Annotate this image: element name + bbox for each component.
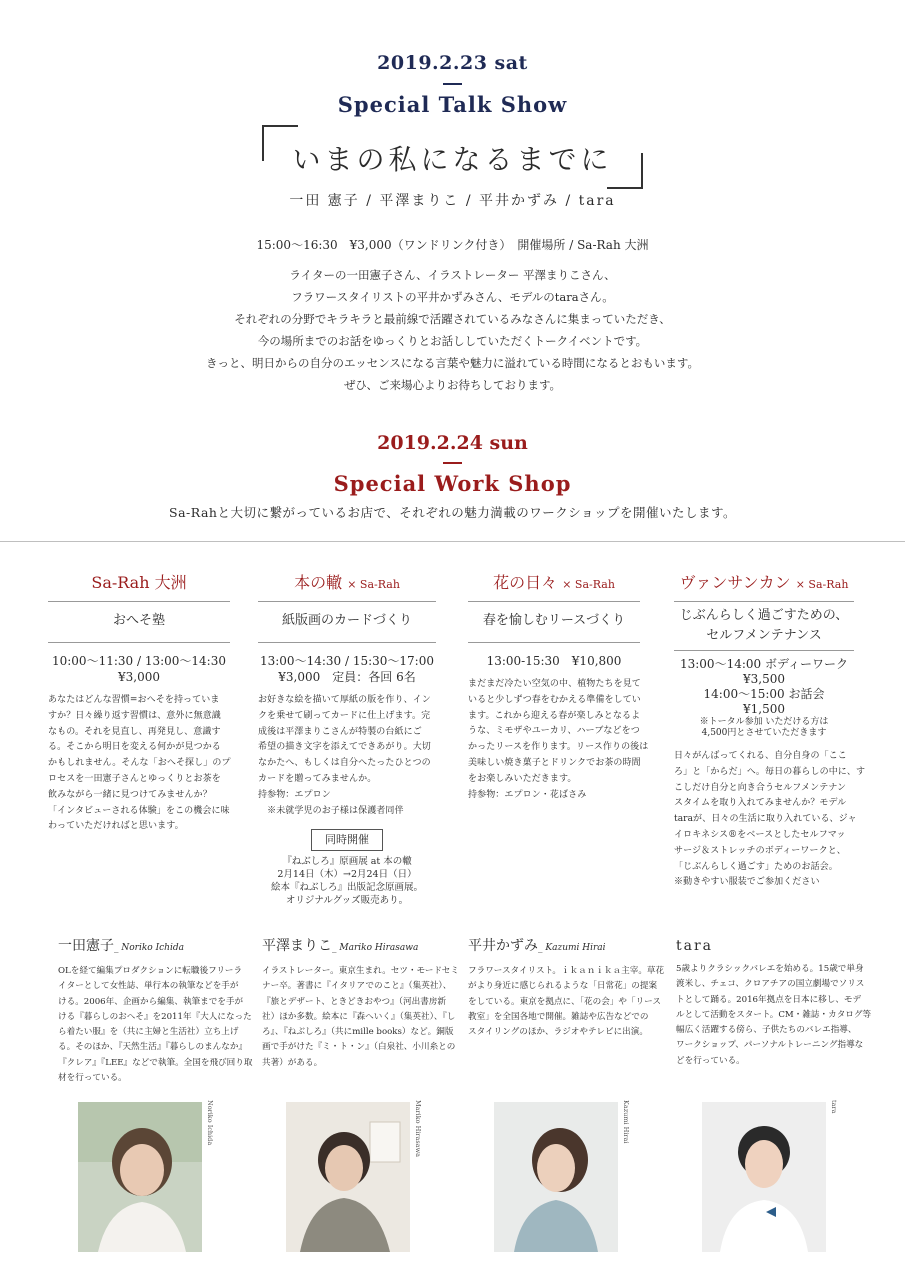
- bio-text: [468, 964, 665, 1040]
- bio-text: [676, 962, 872, 1069]
- bio-text: [262, 964, 459, 1071]
- bio-text: [58, 964, 253, 1086]
- talk-description-line: ライターの一田憲子さん、イラストレーター 平澤まりこさん、: [289, 268, 616, 282]
- body-line: 成後は平澤まりこさんが特製の台紙にご: [258, 726, 422, 737]
- talk-description-line: きっと、明日からの自分のエッセンスになる言葉や魅力に溢れている時間になるとおもいます。: [206, 356, 699, 370]
- bio-line: ろ』、『ねぶしろ』（共にmille books）など。銅版: [262, 1027, 454, 1038]
- body-line: なかたへ、もしくは自分へたったひとつの: [258, 758, 431, 769]
- column-rule: [674, 650, 854, 651]
- column-body: [48, 693, 230, 835]
- time-line: 13:00〜14:30 / 15:30〜17:00: [259, 654, 434, 668]
- body-line: サージ＆ストレッチのボディーワークと、: [674, 845, 846, 856]
- body-line: 「じぶんらしく過ごす」ためのお話会。: [674, 861, 838, 872]
- column-rule: [468, 642, 640, 643]
- photo-tara: [702, 1102, 826, 1252]
- bio-line: る。そのほか、『天然生活』『暮らしのまんなか』: [58, 1042, 248, 1053]
- body-line: ろ」と「からだ」へ。毎日の暮らしの中に、す: [674, 766, 866, 777]
- column-time: [48, 653, 230, 685]
- collab-label: × Sa-Rah: [347, 578, 400, 591]
- body-line: 日々がんばってくれる、自分自身の「ここ: [674, 751, 847, 761]
- column-note: [674, 717, 854, 739]
- time-line: ¥3,000 定員：各回 6名: [278, 670, 416, 684]
- exhibition-line: オリジナルグッズ販売あり。: [285, 895, 409, 907]
- talk-title: Special Talk Show: [337, 92, 568, 117]
- body-line: ※未就学児のお子様は保護者同伴: [258, 805, 404, 816]
- bio-name-ja: 平井かずみ: [468, 938, 538, 954]
- body-line: ※動きやすい服装でご参加ください: [674, 877, 820, 888]
- workshop-column-honnowadachi: [258, 570, 436, 907]
- bio-name-roman: _ Noriko Ichida: [114, 943, 184, 953]
- body-line: カードを贈ってみませんか。: [258, 773, 377, 784]
- bio-name-ja: 平澤まりこ: [262, 938, 332, 954]
- exhibition-info: [258, 855, 436, 907]
- bio-line: ワークショップ、パーソナルトレーニング指導な: [676, 1040, 864, 1051]
- column-time: [674, 657, 854, 717]
- time-line: 13:00〜14:00 ボディーワーク: [679, 657, 849, 671]
- bio-name: [468, 936, 648, 958]
- talk-description-line: それぞれの分野でキラキラと最前線で活躍されているみなさんに集まっていただき、: [234, 312, 671, 326]
- column-heading: [468, 570, 640, 596]
- bio-name-ja: 一田憲子: [58, 938, 114, 954]
- column-body: [468, 677, 649, 803]
- talk-meta: 15:00〜16:30 ¥3,000（ワンドリンク付き） 開催場所 / Sa-Rah 大洲: [256, 238, 649, 252]
- bio-line: 社）ほか多数。絵本に『森へいく』（集英社）、『し: [262, 1011, 456, 1022]
- column-rule: [48, 642, 230, 643]
- bio-line: イターとして女性誌、単行本の執筆などを手が: [58, 981, 239, 992]
- body-line: taraが、日々の生活に取り入れている、ジャ: [674, 814, 857, 825]
- bio-line: ら着たい服』を（共に主婦と生活社）立ち上げ: [58, 1027, 239, 1038]
- body-line: ロセスを一田憲子さんとゆっくりとお茶を: [48, 773, 221, 784]
- section-divider: [0, 541, 905, 542]
- bio-line: ける。2006年、企画から編集、執筆までを手が: [58, 996, 244, 1007]
- column-subtitle: [258, 610, 436, 632]
- shop-name: 本の轍: [294, 573, 343, 592]
- body-line: 「インタビューされる体験」をこの機会に味: [48, 805, 230, 816]
- body-line: あなたはどんな習慣=おへそを持っていま: [48, 695, 220, 705]
- column-rule: [258, 642, 436, 643]
- bio-name-ja: tara: [676, 938, 714, 954]
- column-rule: [674, 601, 854, 602]
- bio-line: どを行っている。: [676, 1055, 745, 1066]
- bio-line: 幅広く活躍する傍ら、子供たちのバレエ指導、: [676, 1025, 857, 1036]
- collab-label: × Sa-Rah: [562, 578, 615, 591]
- shop-name: 花の日々: [493, 573, 558, 592]
- body-line: 希望の描き文字を添えてできあがり。大切: [258, 742, 431, 753]
- body-line: 持参物：エプロン: [258, 789, 331, 800]
- bio-line: 材を行っている。: [58, 1073, 127, 1084]
- note-line: 4,500円とさせていただきます: [701, 728, 827, 738]
- photo-noriko-ichida: [78, 1102, 202, 1252]
- body-line: 飲みながら一緒に見つけてみませんか？: [48, 789, 212, 800]
- collab-label: × Sa-Rah: [795, 578, 849, 591]
- bio-mariko-hirasawa: [262, 936, 459, 1071]
- bio-line: トとして踊る。2016年拠点を日本に移し、モデ: [676, 994, 862, 1005]
- bio-line: がより身近に感じられるような「日常花」の提案: [468, 981, 658, 992]
- bio-line: 5歳よりクラシックバレエを始める。15歳で単身: [676, 964, 864, 974]
- bio-name: [262, 936, 442, 958]
- column-subtitle: [674, 606, 854, 646]
- column-heading: [674, 570, 854, 596]
- simultaneous-event-badge: 同時開催: [311, 829, 383, 851]
- bio-line: スタイリングのほか、ラジオやテレビに出演。: [468, 1027, 648, 1038]
- body-line: いると少しずつ春をむかえる準備をしてい: [468, 694, 641, 705]
- body-line: 持参物：エプロン・花ばさみ: [468, 789, 587, 800]
- talk-description-line: フラワースタイリストの平井かずみさん、モデルのtaraさん。: [291, 290, 614, 304]
- body-line: クを乗せて刷ってカードに仕上げます。完: [258, 710, 431, 721]
- time-line: ¥1,500: [743, 702, 785, 716]
- bio-name: [58, 936, 238, 958]
- time-line: 13:00-15:30 ¥10,800: [486, 654, 622, 668]
- speakers: 一田 憲子 / 平澤まりこ / 平井かずみ / tara: [289, 193, 616, 209]
- body-line: る。そこから明日を変える何かが見つかる: [48, 742, 221, 753]
- photo-caption: Kazumi Hirai: [622, 1100, 630, 1144]
- workshop-date: 2019.2.24 sun: [377, 432, 528, 454]
- workshop-column-hananohibi: [468, 570, 649, 803]
- talk-date: 2019.2.23 sat: [377, 52, 528, 74]
- column-subtitle: [468, 610, 640, 632]
- bio-name-roman: _ Kazumi Hirai: [538, 943, 606, 953]
- column-subtitle-line: 紙版画のカードづくり: [281, 613, 412, 628]
- column-subtitle-line: 春を愉しむリースづくり: [482, 613, 626, 628]
- bio-kazumi-hirai: [468, 936, 665, 1040]
- body-line: をお楽しみいただきます。: [468, 773, 577, 784]
- main-title: いまの私になるまでに: [292, 143, 613, 176]
- column-rule: [48, 601, 230, 602]
- photo-mariko-hirasawa: [286, 1102, 410, 1252]
- bio-line: ルとして活動をスタート。CM・雑誌・カタログ等: [676, 1009, 872, 1020]
- note-line: ※トータル参加 いただける方は: [699, 717, 829, 727]
- workshop-subtitle: Sa-Rahと大切に繋がっているお店で、それぞれの魅力満載のワークショップを開催いたします。: [169, 505, 736, 520]
- workshop-column-vingtcinqans: [674, 570, 866, 891]
- photo-kazumi-hirai: [494, 1102, 618, 1252]
- bio-line: ナー卒。著書に『イタリアでのこと』（集英社）、: [262, 981, 452, 992]
- column-subtitle-line: セルフメンテナンス: [706, 628, 822, 643]
- bio-line: 共著）がある。: [262, 1057, 323, 1068]
- talk-description-line: ぜひ、ご来場心よりお待ちしております。: [343, 378, 562, 392]
- exhibition-line: 2月14日（木）→2月24日（日）: [277, 869, 417, 881]
- bio-line: ける『暮らしのおへそ』を2011年『大人になった: [58, 1011, 252, 1022]
- photo-caption: tara: [830, 1100, 838, 1114]
- bio-line: 『旅とデザート、ときどきおやつ』（河出書房新: [262, 996, 446, 1007]
- column-rule: [258, 601, 436, 602]
- column-subtitle-line: じぶんらしく過ごすための、: [679, 608, 849, 623]
- column-heading: [258, 570, 436, 596]
- column-heading: [48, 570, 230, 596]
- body-line: 美味しい焼き菓子とドリンクでお茶の時間: [468, 757, 641, 768]
- body-line: こしだけ自分と向き合うセルフメンテナン: [674, 782, 847, 793]
- exhibition-line: 絵本『ねぶしろ』出版記念原画展。: [270, 882, 423, 894]
- shop-name: Sa-Rah 大洲: [91, 573, 187, 592]
- body-line: ます。これから迎える春が楽しみとなるよ: [468, 710, 641, 721]
- body-line: かもしれません。そんな「おへそ探し」のプ: [48, 758, 231, 769]
- bio-tara: [676, 936, 872, 1069]
- bio-noriko-ichida: [58, 936, 253, 1086]
- bio-line: OLを経て編集プロダクションに転職後フリーラ: [58, 966, 243, 976]
- column-body: [258, 693, 436, 819]
- talk-description: [0, 264, 905, 396]
- body-line: なもの。それを見直し、再発見し、意識す: [48, 726, 221, 737]
- workshop-title: Special Work Shop: [333, 471, 572, 496]
- bio-line: 教室」を全国各地で開催。雑誌や広告などでの: [468, 1011, 649, 1022]
- time-line: 14:00〜15:00 お話会: [703, 687, 825, 701]
- time-line: ¥3,000: [118, 670, 160, 684]
- talk-description-line: 今の場所までのお話をゆっくりとお話ししていただくトークイベントです。: [257, 334, 648, 348]
- time-line: 10:00〜11:30 / 13:00〜14:30: [51, 654, 226, 668]
- column-time: [468, 653, 640, 669]
- body-line: かったリースを作ります。リース作りの後は: [468, 742, 649, 753]
- body-line: わっていただければと思います。: [48, 821, 184, 832]
- body-line: すか？日々繰り返す習慣は、意外に無意識: [48, 710, 221, 721]
- body-line: イロキネシス®をベースとしたセルフマッ: [674, 829, 846, 840]
- bio-line: をしている。東京を拠点に、「花の会」や「リース: [468, 996, 661, 1007]
- photo-caption: Noriko Ichida: [206, 1100, 214, 1146]
- workshop-date-rule: [443, 462, 462, 464]
- bio-line: 渡米し、チェコ、クロアチアの国立劇場でソリス: [676, 979, 865, 990]
- bio-line: フラワースタイリスト。ｉｋａｎｉｋａ主宰。草花: [468, 966, 665, 976]
- bio-line: 画で手がけた『ミ・ト・ン』（白泉社、小川糸との: [262, 1042, 456, 1053]
- photo-caption: Mariko Hirasawa: [414, 1100, 422, 1158]
- body-line: スタイムを取り入れてみませんか？モデル: [674, 798, 847, 809]
- body-line: まだまだ冷たい空気の中、植物たちを見て: [468, 679, 641, 689]
- column-subtitle: [48, 610, 230, 632]
- shop-name: ヴァンサンカン: [679, 573, 791, 592]
- exhibition-line: 『ねぶしろ』原画展 at 本の轍: [282, 856, 412, 868]
- column-body: [674, 749, 866, 891]
- talk-date-rule: [443, 83, 462, 85]
- bio-name: [676, 936, 856, 956]
- bio-line: 『クレア』『LEE』などで執筆。全国を飛び回り取: [58, 1057, 253, 1068]
- body-line: お好きな絵を描いて厚紙の版を作り、イン: [258, 695, 431, 705]
- workshop-column-sarah: [48, 570, 230, 835]
- body-line: うな、ミモザやユーカリ、ハーブなどをつ: [468, 726, 640, 737]
- column-subtitle-line: おへそ塾: [112, 613, 165, 628]
- time-line: ¥3,500: [743, 672, 785, 686]
- column-time: [258, 653, 436, 685]
- bio-line: イラストレーター。東京生まれ。セツ・モードセミ: [262, 966, 459, 976]
- bio-name-roman: _ Mariko Hirasawa: [332, 943, 419, 953]
- column-rule: [468, 601, 640, 602]
